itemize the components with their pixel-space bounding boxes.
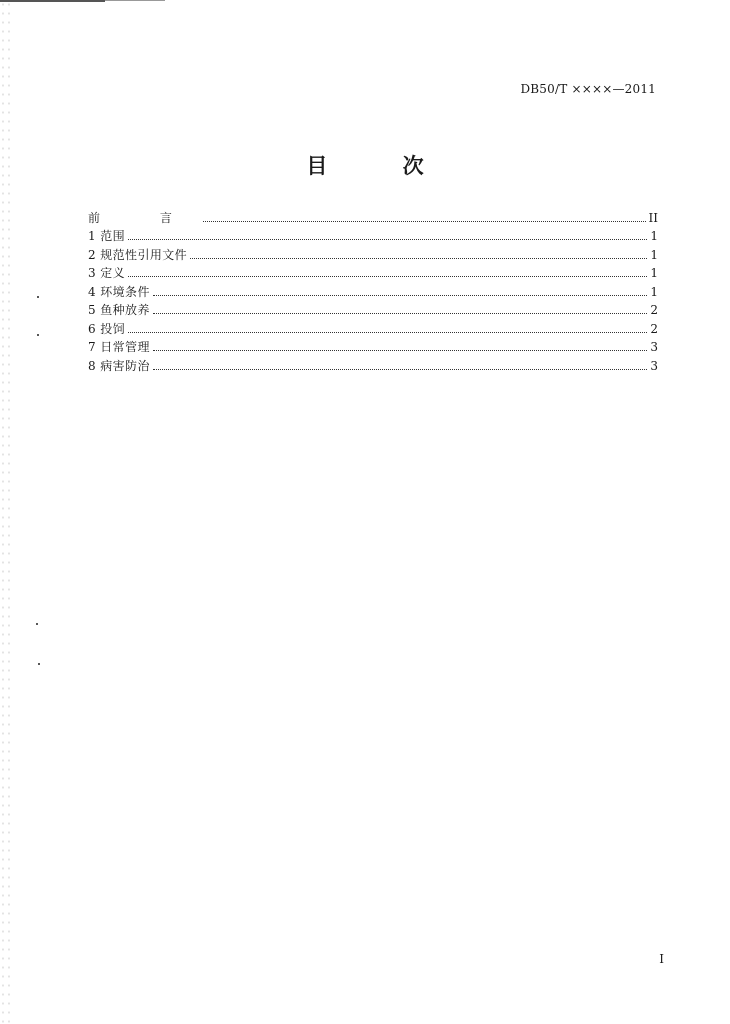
- page-number: I: [659, 952, 664, 966]
- scan-artifact-top-line-faint: [105, 0, 165, 1]
- toc-leader-dots: [128, 331, 647, 333]
- toc-entry-daily-management[interactable]: [88, 336, 658, 355]
- toc-leader-dots: [153, 294, 648, 296]
- toc-entry-page: 1: [650, 266, 658, 280]
- scan-speck: [37, 334, 39, 336]
- toc-entry-label: 3 定义: [88, 266, 126, 280]
- scan-speck: [37, 296, 39, 298]
- toc-entry-environment[interactable]: [88, 280, 658, 299]
- document-code: DB50/T ××××—2011: [520, 82, 656, 96]
- scan-speck: [36, 623, 38, 625]
- toc-entry-label: 7 日常管理: [88, 340, 150, 354]
- toc-entry-page: 3: [650, 340, 658, 354]
- toc-entry-definitions[interactable]: [88, 262, 658, 281]
- toc-entry-label: 8 病害防治: [88, 358, 150, 373]
- scan-speck: [38, 663, 40, 665]
- toc-entry-normative-references[interactable]: [88, 243, 658, 262]
- toc-entry-label: 5 鱼种放养: [88, 303, 150, 317]
- table-of-contents: [88, 206, 658, 373]
- toc-leader-dots: [128, 238, 647, 240]
- toc-leader-dots: [153, 312, 648, 314]
- toc-entry-page: 2: [650, 321, 658, 336]
- toc-leader-dots: [203, 220, 646, 222]
- toc-entry-page: 2: [650, 303, 658, 317]
- toc-entry-page: II: [648, 210, 658, 225]
- toc-entry-stocking[interactable]: [88, 299, 658, 318]
- toc-entry-label: 前 言: [88, 210, 200, 225]
- toc-entry-label: 1 范围: [88, 229, 126, 243]
- toc-entry-foreword[interactable]: [88, 206, 658, 225]
- toc-entry-page: 1: [650, 247, 658, 262]
- toc-entry-page: 1: [650, 284, 658, 299]
- toc-entry-feeding[interactable]: [88, 317, 658, 336]
- toc-leader-dots: [128, 275, 647, 277]
- toc-entry-label: 6 投饲: [88, 321, 126, 336]
- toc-leader-dots: [190, 257, 647, 259]
- toc-entry-label: 4 环境条件: [88, 284, 150, 299]
- toc-entry-scope[interactable]: [88, 225, 658, 244]
- toc-entry-label: 2 规范性引用文件: [88, 247, 188, 262]
- toc-entry-page: 1: [650, 229, 658, 243]
- toc-entry-disease-control[interactable]: [88, 354, 658, 373]
- page-title: 目 次: [306, 153, 458, 178]
- toc-entry-page: 3: [650, 358, 658, 373]
- toc-leader-dots: [153, 349, 648, 351]
- scan-artifact-top-line: [0, 0, 105, 2]
- toc-leader-dots: [153, 368, 648, 370]
